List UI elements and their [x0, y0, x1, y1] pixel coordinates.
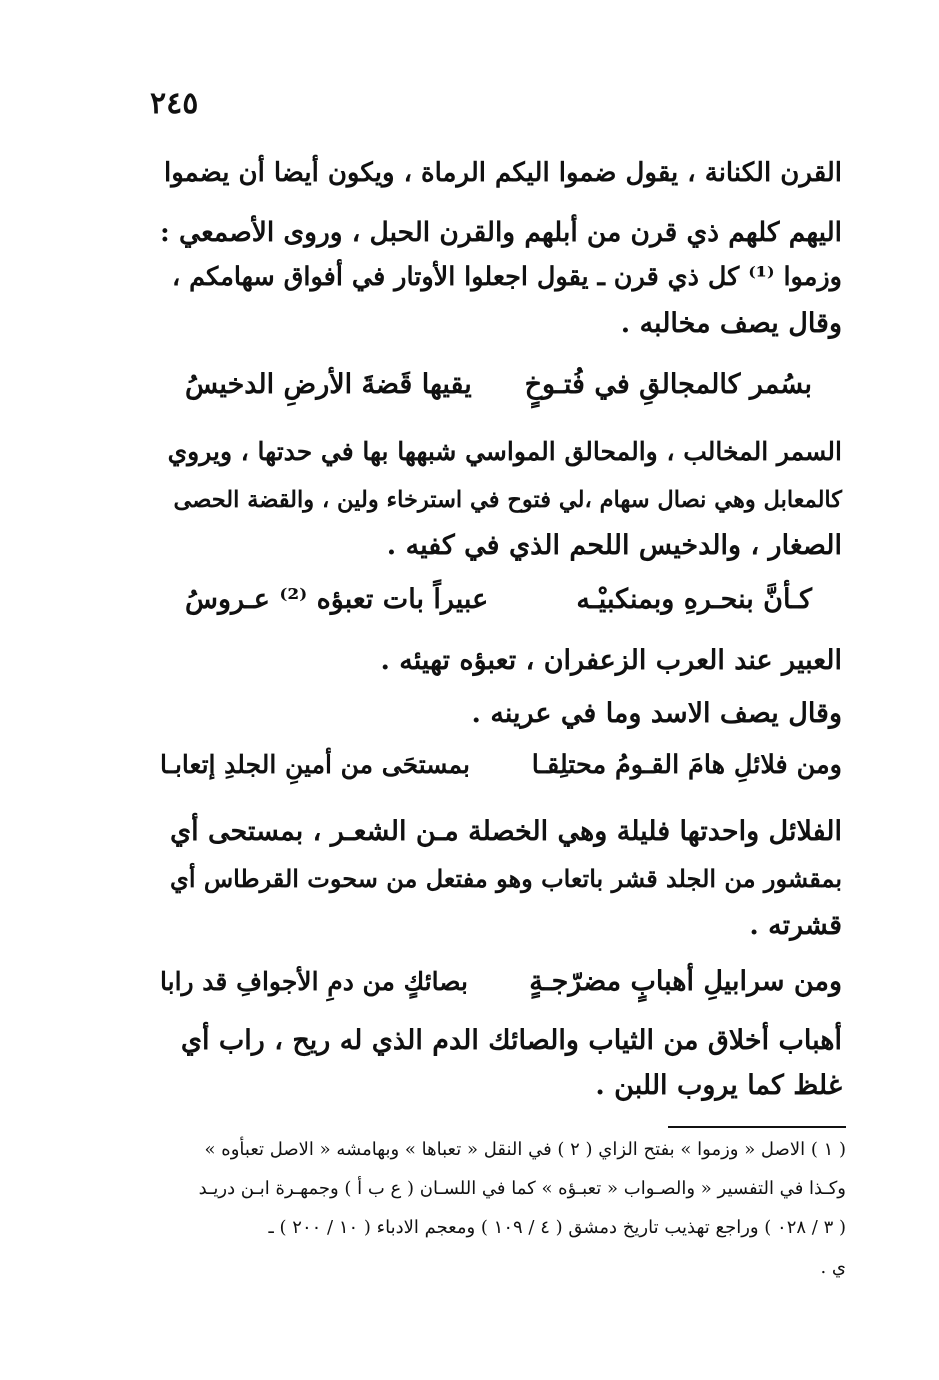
- text-line: وزموا ⁽¹⁾ كل ذي قرن ـ يقول اجعلوا الأوتار في أفواق سهامكم ،: [172, 262, 842, 292]
- footnote-line: ي .: [820, 1257, 846, 1278]
- text-line: اليهم كلهم ذي قرن من أبلهم والقرن الحبل ، وروى الأصمعي :: [160, 217, 842, 248]
- verse-first-hemistich: بسُمر كالمجالقِ في فُتـوخٍ: [524, 369, 812, 400]
- footnote-line: وكـذا في التفسير « والصـواب « تعبـؤه » كما في اللسـان ( ع ب أ ) وجمهـرة ابـن دريـد: [198, 1178, 846, 1199]
- verse-second-hemistich: يقيها قَضةَ الأرضِ الدخيسُ: [185, 369, 472, 400]
- text-line: أهباب أخلاق من الثياب والصائك الدم الذي له ريح ، راب أي: [180, 1025, 842, 1056]
- poem-verse: [160, 365, 842, 405]
- text-line: الفلائل واحدتها فليلة وهي الخصلة مـن الشعـر ، بمستحى أي: [169, 816, 842, 847]
- text-line: قشرته .: [749, 910, 842, 941]
- text-line: غلظ كما يروب اللبن .: [595, 1070, 842, 1101]
- page-number: ٢٤٥: [150, 86, 199, 121]
- footnote-separator: [668, 1126, 846, 1128]
- verse-first-hemistich: ومن فلائلِ هامَ القـومُ محتلِقـا: [531, 750, 842, 780]
- text-line: السمر المخالب ، والمحالق المواسي شبهها بها في حدتها ، ويروي: [167, 437, 842, 466]
- text-line: الصغار ، والدخيس اللحم الذي في كفيه .: [386, 530, 842, 561]
- footnote-line: ( ١ ) الاصل « وزموا » بفتح الزاي ( ٢ ) في النقل « تعباها » وبهامشه « الاصل تعبأوه »: [204, 1139, 846, 1160]
- verse-second-hemistich: بصائكٍ من دمِ الأجوافِ قد رابا: [160, 967, 468, 996]
- text-line: وقال يصف الاسد وما في عرينه .: [471, 698, 842, 729]
- text-line: كالمعابل وهي نصال سهام ،لي فتوح في استرخاء ولين ، والقضة الحصى: [173, 487, 842, 513]
- text-line: وقال يصف مخالبه .: [620, 308, 842, 339]
- poem-verse: [160, 580, 842, 620]
- verse-second-hemistich: بمستحَى من أمينِ الجلدِ إتعابـا: [160, 750, 470, 779]
- poem-verse: [160, 745, 842, 785]
- text-line: القرن الكنانة ، يقول ضموا اليكم الرماة ، ويكون أيضا أن يضموا: [163, 158, 842, 188]
- verse-second-hemistich: عبيراً بات تعبؤه ⁽²⁾ عـروسُ: [185, 584, 489, 615]
- text-line: بمقشور من الجلد قشر باتعاب وهو مفتعل من سحوت القرطاس أي: [170, 864, 842, 893]
- footnote-line: ( ٣ / ٠٢٨ ) وراجع تهذيب تاريخ دمشق ( ٤ / ١٠٩ ) ومعجم الادباء ( ١٠ / ٢٠٠ ) ـ: [268, 1217, 846, 1238]
- verse-first-hemistich: ومن سرابيلِ أهبابٍ مضرّجـةٍ: [529, 966, 842, 997]
- verse-first-hemistich: كـأنَّ بنحـرهِ وبمنكبيْـه: [576, 584, 812, 615]
- poem-verse: [160, 962, 842, 1002]
- text-line: العبير عند العرب الزعفران ، تعبؤه تهيئه .: [380, 645, 842, 676]
